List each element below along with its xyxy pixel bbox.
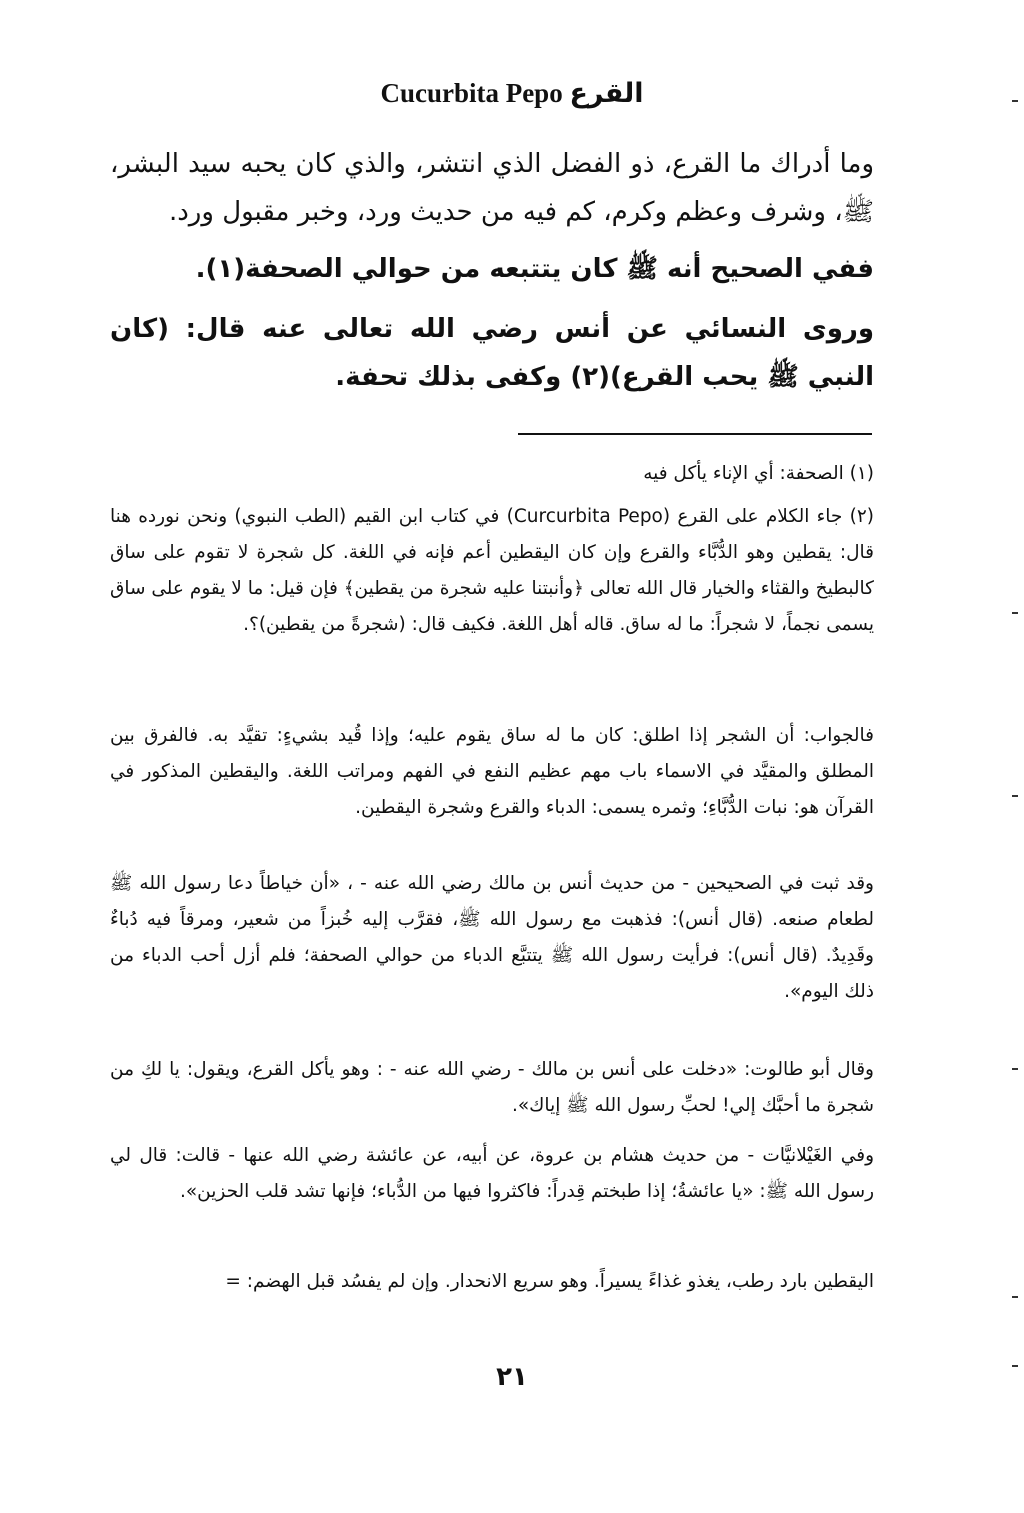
footnote-2-abu-talut: وقال أبو طالوت: «دخلت على أنس بن مالك - رضي الله عنه - : وهو يأكل القرع، ويقول: يا لكِ من شجرة ما أحبَّك إلي! لحبِّ رسول الله ﷺ إياك». [110,1059,874,1116]
footnote-2-answer: فالجواب: أن الشجر إذا اطلق: كان ما له ساق يقوم عليه؛ وإذا قُيد بشيءٍ: تقيَّد به. فالفرق بين المطلق والمقيَّد في الاسماء باب مهم عظيم النفع في الفهم ومراتب اللغة. واليقطين المذكور في القرآن هو: نبات الدُّبَّاءِ؛ وثمره يسمى: الدباء والقرع وشجرة اليقطين. [110,725,874,818]
footnote-2-intro: (٢) جاء الكلام على القرع (Curcurbita Pepo) في كتاب ابن القيم (الطب النبوي) ونحن نورده هنا قال: يقطين وهو الدُّبَّاء والقرع وإن كان اليقطين أعم فإنه في اللغة. كل شجرة لا تقوم على ساق كالبطيخ والقثاء والخيار قال الله تعالى ﴿وأنبتنا عليه شجرة من يقطين﴾ فإن قيل: ما لا يقوم على ساق يسمى نجماً، لا شجراً: ما له ساق. قاله أهل اللغة. فكيف قال: (شجرةً من يقطين)؟. [110,506,875,635]
nasai-paragraph: وروى النسائي عن أنس رضي الله تعالى عنه قال: (كان النبي ﷺ يحب القرع)(٢) وكفى بذلك تحفة. [110,314,874,392]
margin-mark [1012,1068,1018,1070]
page-title [0,78,1024,109]
margin-mark [1012,1296,1018,1298]
footnote-2-continuation: اليقطين بارد رطب، يغذو غذاءً يسيراً. وهو سريع الانحدار. وإن لم يفسُد قبل الهضم: = [225,1271,874,1292]
margin-mark [1012,1365,1018,1367]
margin-mark [1012,795,1018,797]
sahih-paragraph: ففي الصحيح أنه ﷺ كان يتتبعه من حوالي الصحفة(١). [195,254,874,284]
margin-mark [1012,612,1018,614]
footnote-1: (١) الصحفة: أي الإناء يأكل فيه [643,463,874,484]
page-number: ٢١ [496,1362,528,1392]
footnote-2-ghaylaniyyat: وفي الغَيْلانيَّات - من حديث هشام بن عروة، عن أبيه، عن عائشة رضي الله عنها - قالت: قال لي رسول الله ﷺ: «يا عائشةُ؛ إذا طبختم قِدراً: فاكثروا فيها من الدُّباء؛ فإنها تشد قلب الحزين». [110,1145,874,1202]
title-arabic: القرع [569,78,644,109]
title-english: Cucurbita Pepo [380,78,563,108]
margin-mark [1012,100,1018,102]
intro-paragraph: وما أدراك ما القرع، ذو الفضل الذي انتشر، والذي كان يحبه سيد البشر، ﷺ، وشرف وعظم وكرم، كم فيه من حديث ورد، وخبر مقبول ورد. [110,149,874,227]
footnote-divider [518,433,872,435]
footnote-2-hadith-khayyat: وقد ثبت في الصحيحين - من حديث أنس بن مالك رضي الله عنه - ، «أن خياطاً دعا رسول الله ﷺ لطعام صنعه. (قال أنس): فذهبت مع رسول الله ﷺ، فقرَّب إليه خُبزاً من شعير، ومرقاً فيه دُباءٌ وقَدِيدٌ. (قال أنس): فرأيت رسول الله ﷺ يتتبَّع الدباء من حوالي الصحفة؛ فلم أزل أحب الدباء من ذلك اليوم». [110,873,874,1002]
